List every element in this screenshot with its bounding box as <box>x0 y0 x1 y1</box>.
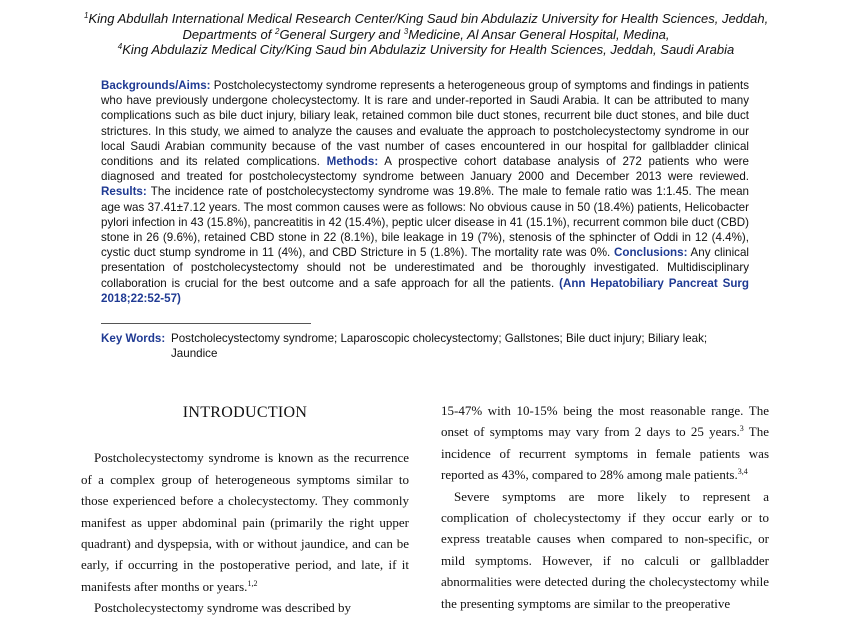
left-column <box>81 400 409 619</box>
intro-paragraph-2: Postcholecystectomy syndrome was described by <box>94 600 352 616</box>
abstract <box>101 78 749 306</box>
abstract-methods-label: Methods: <box>326 155 379 169</box>
abstract-background-label: Backgrounds/Aims: <box>101 79 211 92</box>
reference-3: 3 <box>739 424 744 434</box>
keywords <box>101 331 749 361</box>
affiliation-3: $^4$King Abdulaziz Medical City/King Saud bin Abdulaziz University for Health Sciences, Jeddah, Saudi Arabia <box>117 42 735 57</box>
abstract-results-label: Results: <box>101 185 147 199</box>
reference-3-4: 3,4 <box>737 467 748 477</box>
right-paragraph-1: 15-47% with 10-15% being the most reasonable range. The onset of symptoms may vary from 2 days to 25 years.$^3$ The incidence of recurrent symptoms in female patients was reported as 43%, compared to 28% among male patients.$^{3,4}$ <box>441 403 769 483</box>
right-paragraph-2: Severe symptoms are more likely to represent a complication of cholecystectomy if they occur early or to express treatable causes when compared to non-specific, or mild symptoms. However, if no calculi or gallbladder abnormalities were detected during the cholecystectomy while the presenting symptoms are similar to the preoperative <box>441 488 769 611</box>
abstract-results-text: The incidence rate of postcholecystectomy syndrome was 19.8%. The male to female ratio was 1:1.45. The mean age was 37.41±7.12 years. The most common causes were as follows: No obvious cause in 50 (18.4%) patients, Helicobacter pylori infection in 43 (15.8%), pancreatitis in 42 (15.4%), peptic ulcer disease in 41 (15.1%), recurrent common bile duct (CBD) stone in 26 (9.6%), retained CBD stone in 22 (8.1%), bile leakage in 19 (7%), stenosis of the sphincter of Oddi in 12 (4.4%), cystic duct stump syndrome in 11 (4%), and CBD Stricture in 5 (1.8%). The mortality rate was 0%. <box>101 185 749 260</box>
keywords-text: Postcholecystectomy syndrome; Laparoscopic cholecystectomy; Gallstones; Bile duct injury; Biliary leak; Jaundice <box>171 332 708 361</box>
citation: (Ann Hepatobiliary Pancreat Surg 2018;22:52-57) <box>101 276 749 305</box>
abstract-background-text: Postcholecystectomy syndrome represents a heterogeneous group of symptoms and findings in patients who have previously undergone cholecystectomy. It is rare and under-reported in Saudi Arabia. It can be attributed to many complications such as bile duct injury, biliary leak, retained common bile duct stones, recurrent bile duct stones, and bile duct strictures. In this study, we aimed to analyze the causes and evaluate the approach to postcholecystectomy syndrome in our local Saudi Arabian community because of the vast number of cases encountered in our hospital for gallbladder clinical conditions and its related complications. <box>101 79 749 169</box>
affiliation-2: Departments of $^2$General Surgery and $^3$Medicine, Al Ansar General Hospital, Medina, <box>182 26 670 42</box>
keywords-label: Key Words: <box>101 332 166 345</box>
abstract-conclusions-text: Any clinical presentation of postcholecystectomy should not be underestimated and be thoroughly investigated. Multidisciplinary collaboration is crucial for the best outcome and a safe approach for all the patients. <box>101 246 749 290</box>
divider <box>101 323 311 324</box>
reference-1-2: 1,2 <box>247 578 258 588</box>
affiliation-1: $^1$King Abdullah International Medical Research Center/King Saud bin Abdulaziz University for Health Sciences, Jeddah, <box>84 11 769 26</box>
affiliations <box>84 11 768 58</box>
section-heading-introduction: INTRODUCTION <box>182 404 308 421</box>
abstract-conclusions-label: Conclusions: <box>614 246 688 260</box>
abstract-methods-text: A prospective cohort database analysis of 272 patients who were diagnosed and treated for postcholecystectomy syndrome between January 2000 and December 2013 were reviewed. <box>101 155 749 184</box>
intro-paragraph-1: Postcholecystectomy syndrome is known as the recurrence of a complex group of heterogeneous symptoms similar to those experienced before a cholecystectomy. They commonly manifest as upper abdominal pain (primarily the right upper quadrant) and dyspepsia, with or without jaundice, and can be early, if occurring in the postoperative period, and late, if it manifests after months or years.$^{1,2}$ <box>81 450 409 594</box>
right-column <box>441 400 769 614</box>
